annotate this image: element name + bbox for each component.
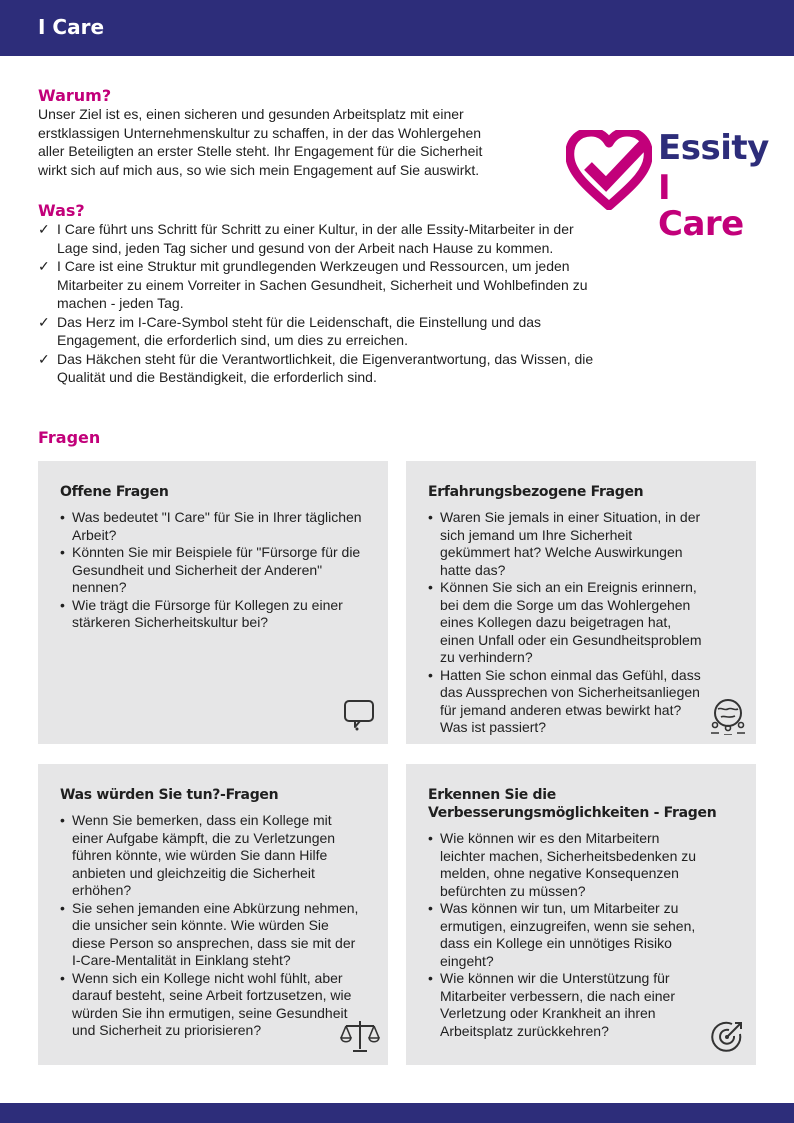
card-list: [60, 812, 366, 1040]
list-item: • Wenn Sie bemerken, dass ein Kollege mit einer Aufgabe kämpft, die zu Verletzungen führen könnte, wie würden Sie dann Hilfe anbieten und gleichzeitig die Sicherheit erhöhen?: [60, 812, 336, 898]
warum-line: erstklassigen Unternehmenskultur zu schaffen, in der das Wohlergehen: [38, 124, 482, 141]
check-icon: ✓: [38, 221, 50, 237]
logo-essity-text: Essity: [658, 128, 769, 168]
target-icon: [710, 1020, 746, 1056]
speech-bubble-icon: [341, 697, 377, 733]
list-item: • Wie können wir die Unterstützung für Mitarbeiter verbessern, die nach einer Verletzung oder Krankheit an ihren Arbeitsplatz zurückkehren?: [428, 970, 676, 1039]
card-title: Erkennen Sie die Verbesserungsmöglichkeiten - Fragen: [428, 787, 717, 821]
list-item: • Wenn sich ein Kollege nicht wohl fühlt, aber darauf besteht, seine Arbeit fortzusetzen, wie würden Sie ihn ermutigen, seine Gesundheit und Sicherheit zu priorisieren?: [60, 969, 352, 1038]
header-bar: [0, 0, 794, 56]
list-item: ✓ I Care führt uns Schritt für Schritt zu einer Kultur, in der alle Essity-Mitarbeiter in der Lage sind, jeden Tag sicher und gesund von der Arbeit nach Hause zu kommen.: [38, 221, 574, 256]
check-icon: ✓: [38, 313, 50, 330]
scales-icon: [340, 1018, 380, 1054]
list-item: ✓ Das Häkchen steht für die Verantwortlichkeit, die Eigenverantwortung, das Wissen, die Qualität und die Beständigkeit, die erforderlich sind.: [38, 350, 594, 385]
list-item: • Hatten Sie schon einmal das Gefühl, dass das Aussprechen von Sicherheitsanliegen für jemand anderen etwas bewirkt hat? Was ist passiert?: [428, 666, 701, 735]
logo-icare-text: I Care: [658, 168, 744, 244]
list-item: • Was bedeutet "I Care" für Sie in Ihrer täglichen Arbeit?: [60, 509, 362, 543]
warum-line: wirkt sich auf mich aus, so wie sich mein Engagement auf Sie auswirkt.: [38, 161, 480, 178]
card-title: Was würden Sie tun?-Fragen: [60, 787, 279, 803]
warum-line: aller Beteiligten an erster Stelle steht. Ihr Engagement für die Sicherheit: [38, 143, 483, 159]
card-list: [428, 830, 734, 1040]
card-list: [428, 509, 734, 737]
check-icon: ✓: [38, 258, 50, 274]
heart-check-icon: [566, 130, 652, 210]
card-title: Offene Fragen: [60, 484, 169, 500]
card-title: Erfahrungsbezogene Fragen: [428, 484, 644, 500]
question-card-erkennen: [406, 764, 756, 1065]
list-item: • Wie können wir es den Mitarbeitern leichter machen, Sicherheitsbedenken zu melden, ohne negative Konsequenzen befürchten zu müssen?: [428, 830, 697, 899]
question-card-offene: [38, 461, 388, 744]
was-checklist: [38, 220, 598, 387]
check-icon: ✓: [38, 350, 50, 367]
list-item: • Was können wir tun, um Mitarbeiter zu ermutigen, einzugreifen, wenn sie sehen, dass ein Kollege ein unnötiges Risiko eingeht?: [428, 900, 696, 969]
essity-icare-logo: [566, 128, 769, 244]
question-card-erfahrung: [406, 461, 756, 744]
warum-paragraph: [38, 105, 538, 179]
list-item: • Können Sie sich an ein Ereignis erinnern, bei dem die Sorge um das Wohlergehen eines Kollegen dazu beigetragen hat, einen Unfall oder ein Gesundheitsproblem zu verhindern?: [428, 579, 702, 665]
page-title: I Care: [38, 15, 105, 39]
card-list: [60, 509, 366, 632]
question-card-was-wuerden: [38, 764, 388, 1065]
fragen-heading: Fragen: [38, 428, 101, 447]
list-item: • Wie trägt die Fürsorge für Kollegen zu einer stärkeren Sicherheitskultur bei?: [60, 596, 343, 630]
footer-bar: [0, 1103, 794, 1123]
list-item: ✓ I Care ist eine Struktur mit grundlegenden Werkzeugen und Ressourcen, um jeden Mitarbeiter zu einem Vorreiter in Sachen Gesundheit, Sicherheit und Wohlbefinden zu machen - jeden Tag.: [38, 258, 588, 311]
list-item: • Waren Sie jemals in einer Situation, in der sich jemand um Ihre Sicherheit gekümmert hat? Welche Auswirkungen hatte das?: [428, 509, 701, 578]
warum-heading: Warum?: [38, 86, 112, 105]
was-heading: Was?: [38, 201, 85, 220]
list-item: ✓ Das Herz im I-Care-Symbol steht für die Leidenschaft, die Einstellung und das Engagement, die erforderlich sind, um dies zu erreichen.: [38, 313, 542, 348]
list-item: • Sie sehen jemanden eine Abkürzung nehmen, die unsicher sein könnte. Wie würden Sie diese Person so ansprechen, dass sie mit der I-Care-Mentalität in Einklang steht?: [60, 899, 359, 968]
people-globe-icon: [708, 695, 748, 735]
list-item: • Könnten Sie mir Beispiele für "Fürsorge für die Gesundheit und Sicherheit der Anderen" nennen?: [60, 544, 361, 595]
warum-line: Unser Ziel ist es, einen sicheren und gesunden Arbeitsplatz mit einer: [38, 106, 464, 122]
